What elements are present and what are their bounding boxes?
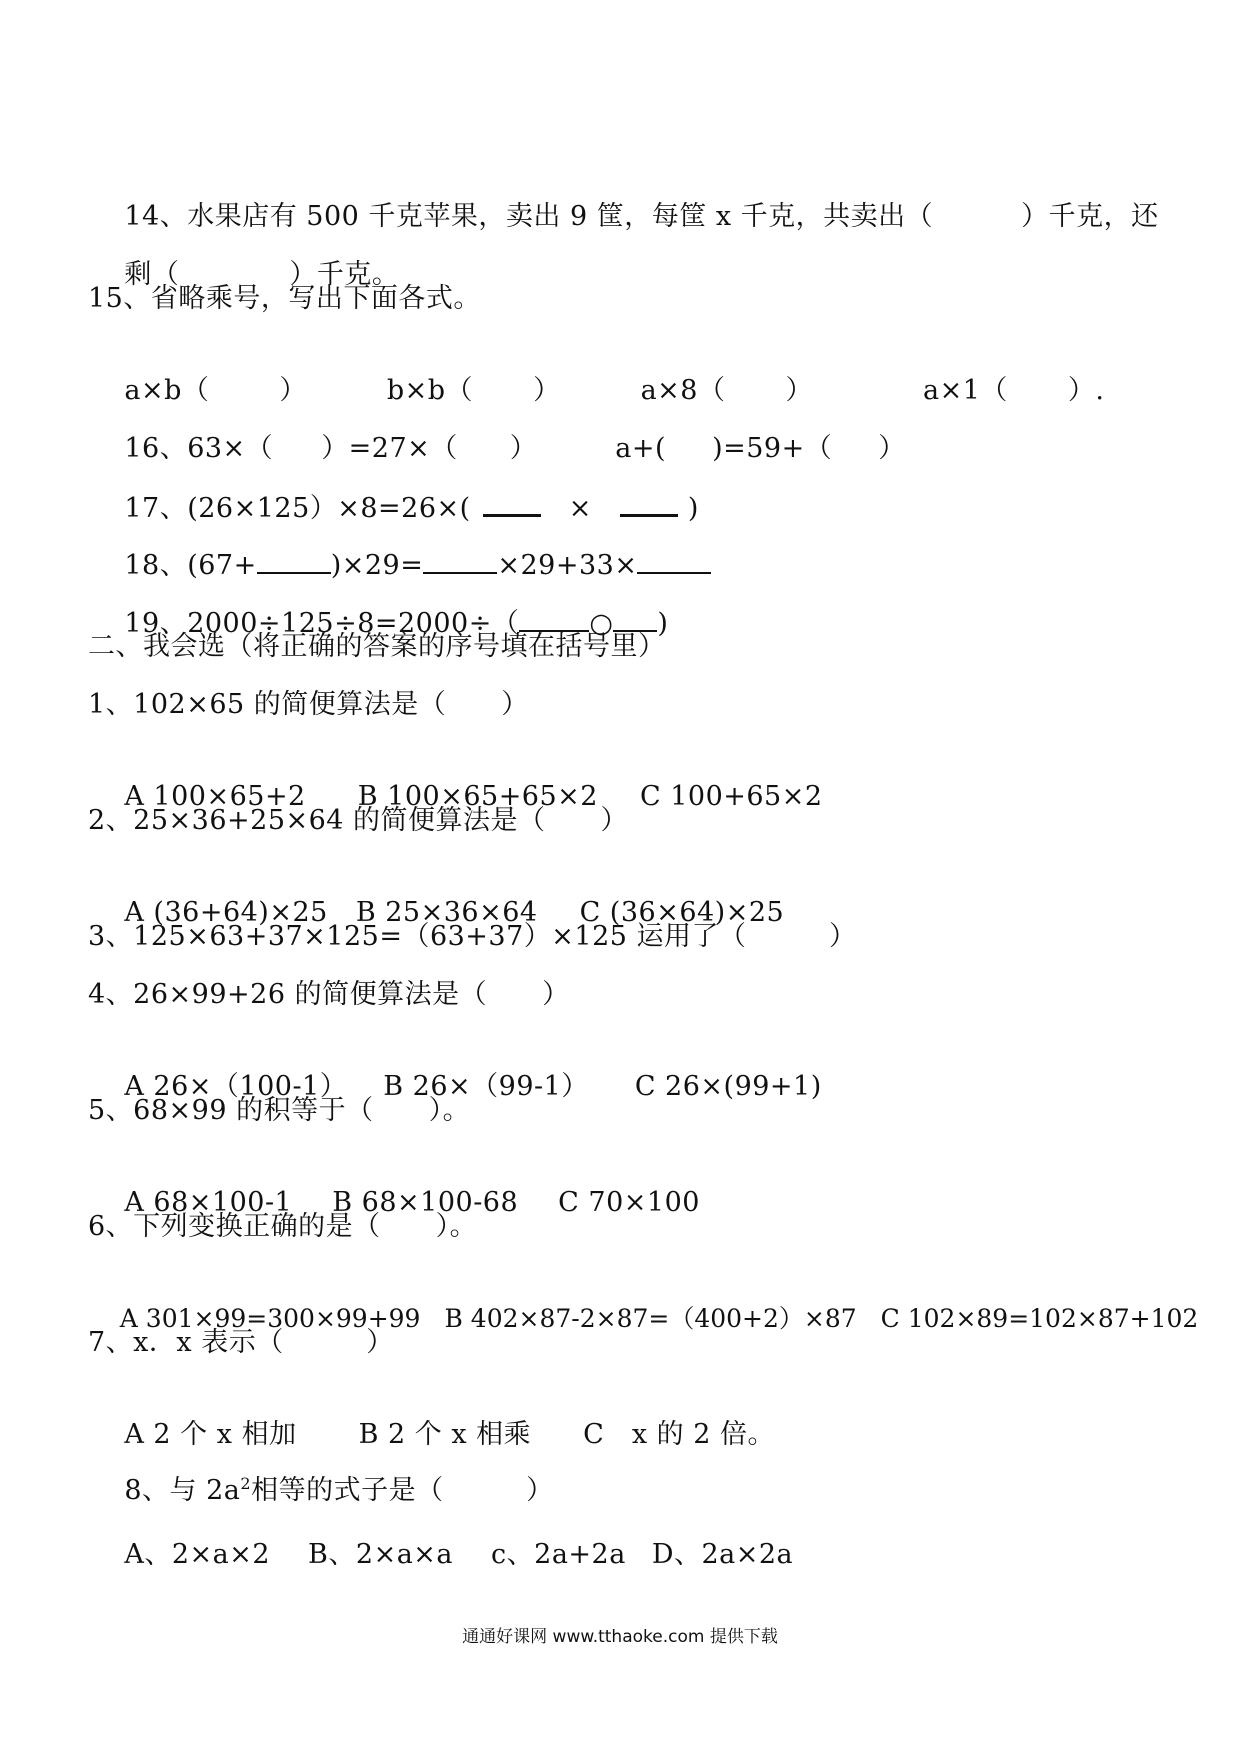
blank-underline: [637, 548, 711, 574]
choice-2-options: A (36+64)×25 B 25×36×64 C (36×64)×25: [124, 897, 785, 928]
question-18: 18、(67+ )×29= ×29+33×: [88, 514, 1158, 617]
question-16: 16、63×（ ）=27×（ ） a+( )=59+（ ）: [124, 433, 906, 464]
choice-6-question: 6、下列变换正确的是（ ）。: [88, 1211, 478, 1242]
blank-underline: [620, 490, 678, 517]
choice-1-options: A 100×65+2 B 100×65+65×2 C 100+65×2: [124, 781, 823, 812]
question-19: 19、2000÷125÷8=2000÷（ ○ ): [124, 608, 669, 639]
blank-underline: [423, 548, 497, 574]
choice-1-question: 1、102×65 的简便算法是（ ）: [88, 689, 529, 720]
question-14-line1: 14、水果店有 500 千克苹果，卖出 9 筐，每筐 x 千克，共卖出（ ）千克，还: [124, 201, 1159, 232]
choice-2-question: 2、25×36+25×64 的简便算法是（ ）: [88, 805, 629, 836]
page-footer: 通通好课网 www.tthaoke.com 提供下载: [462, 1627, 778, 1647]
blank-underline: [483, 490, 541, 517]
blank-underline: [257, 548, 331, 574]
question-15-title: 15、省略乘号，写出下面各式。: [88, 283, 481, 314]
choice-5-question: 5、68×99 的积等于（ ）。: [88, 1095, 471, 1126]
choice-6-options: A 301×99=300×99+99 B 402×87-2×87=（400+2）×87 C 102×89=102×87+102: [119, 1304, 1199, 1333]
choice-8-question: 8、与 $2a^2$相等的式子是（ ）: [124, 1474, 554, 1506]
question-17: 17、(26×125）×8=26×( × ): [88, 456, 1158, 560]
choice-4-options: A 26×（100-1） B 26×（99-1） C 26×(99+1): [124, 1071, 822, 1102]
choice-7-options: A 2 个 x 相加 B 2 个 x 相乘 C x 的 2 倍。: [124, 1419, 775, 1450]
choice-3-question: 3、125×63+37×125=（63+37）×125 运用了（ ）: [88, 921, 857, 952]
choice-8-options: A、2×a×2 B、2×a×a c、2a+2a D、2a×2a: [124, 1539, 794, 1570]
question-14-line2: 剩（ ）千克。: [124, 259, 400, 290]
blank-underline: [613, 606, 657, 632]
question-15-items: a×b（ ） b×b（ ） a×8（ ） a×1（ ）.: [124, 375, 1105, 406]
circle-operator-blank: ○: [589, 608, 614, 639]
choice-5-options: A 68×100-1 B 68×100-68 C 70×100: [124, 1187, 700, 1218]
choice-4-question: 4、26×99+26 的简便算法是（ ）: [88, 979, 570, 1010]
choice-7-question: 7、x．x 表示（ ）: [88, 1327, 394, 1358]
blank-underline: [519, 606, 589, 632]
section-2-title: 二、我会选（将正确的答案的序号填在括号里）: [88, 631, 666, 662]
